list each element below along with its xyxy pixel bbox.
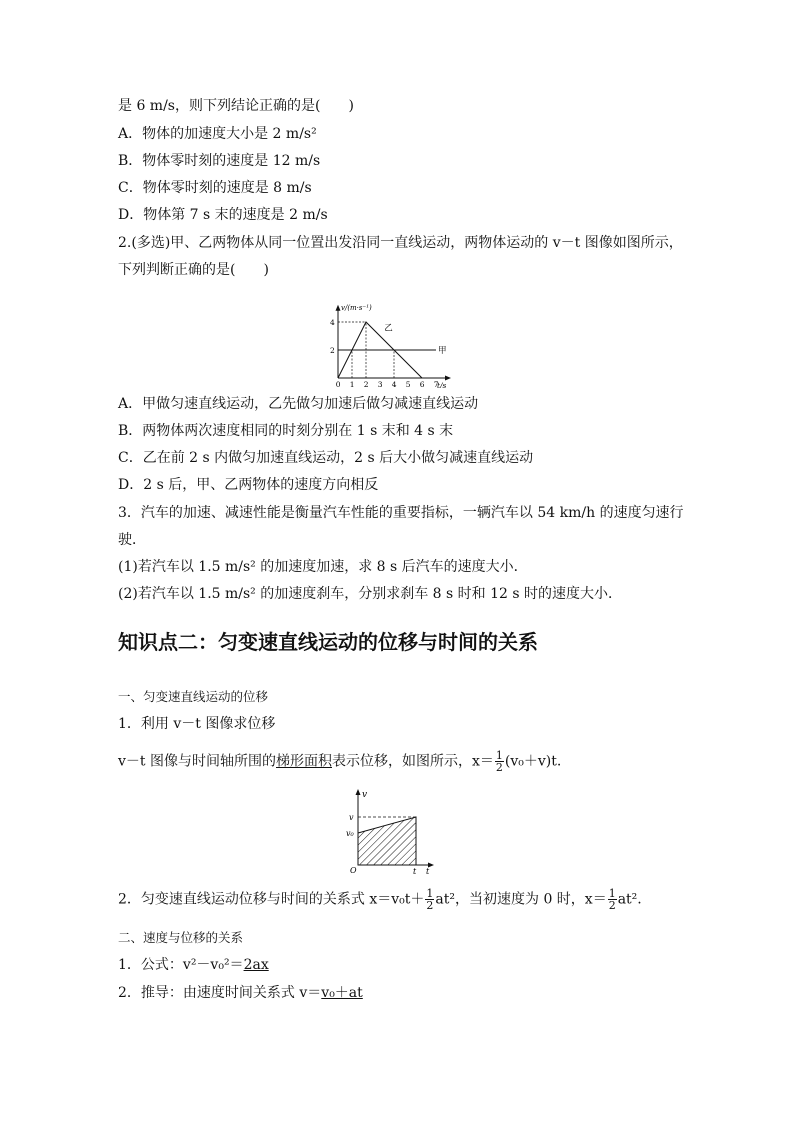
derive-prefix: 2．推导：由速度时间关系式 v＝: [118, 985, 322, 1001]
fig2-v0-label: v₀: [346, 829, 354, 838]
fraction-half: $\frac{1}{2}$: [495, 749, 503, 774]
fig2-t-label: t: [413, 867, 417, 875]
x-tick-label: 5: [405, 380, 411, 388]
item2-body-a: 2．匀变速直线运动位移与时间的关系式 x＝v₀t＋: [118, 891, 425, 908]
q3-line1: 3．汽车的加速、减速性能是衡量汽车性能的重要指标，一辆汽车以 54 km/h 的速度匀速行: [118, 505, 684, 521]
q2-option-b: B．两物体两次速度相同的时刻分别在 1 s 末和 4 s 末: [118, 423, 454, 439]
item1-title: 1．利用 v－t 图像求位移: [118, 716, 276, 732]
series-label-yi: 乙: [384, 323, 393, 334]
formula-answer: 2ax: [243, 957, 269, 973]
section-title: 知识点二：匀变速直线运动的位移与时间的关系: [118, 630, 538, 654]
derive-answer: v₀＋at: [321, 985, 363, 1001]
x-tick-label: 2: [363, 380, 369, 388]
fig2-v-axis-label: v: [362, 790, 368, 800]
x-tick-label: 1: [349, 380, 355, 388]
formula-line: [118, 955, 269, 975]
part2-title: 二、速度与位移的关系: [118, 930, 244, 945]
q1-option-b: B．物体零时刻的速度是 12 m/s: [118, 153, 321, 169]
q1-stem: 是 6 m/s，则下列结论正确的是( ): [118, 98, 354, 114]
fraction-half-3: $\frac{1}{2}$: [608, 887, 616, 912]
x-tick-label: 6: [419, 380, 425, 388]
y-axis-arrow: [336, 305, 341, 311]
fig2-v-label: v: [349, 813, 354, 822]
vt-chart: [328, 283, 468, 388]
item1-body-a: v－t 图像与时间轴所围的: [118, 753, 276, 770]
item1-body-c: (v₀＋v)t.: [504, 753, 562, 770]
q2-option-d: D．2 s 后，甲、乙两物体的速度方向相反: [118, 477, 379, 493]
y-tick-label: 4: [330, 318, 335, 327]
fig2-t-axis-label: t: [426, 867, 430, 875]
x-axis-label: t/s: [437, 381, 447, 388]
series-label-jia: 甲: [438, 346, 447, 356]
q3-sub1: (1)若汽车以 1.5 m/s² 的加速度加速，求 8 s 后汽车的速度大小．: [118, 559, 528, 575]
q2-option-a: A．甲做匀速直线运动，乙先做匀加速后做匀减速直线运动: [118, 396, 479, 412]
trapezoid-area-term: 梯形面积: [276, 753, 332, 770]
q3-sub2: (2)若汽车以 1.5 m/s² 的加速度刹车，分别求刹车 8 s 时和 12 s 时的速度大小．: [118, 586, 623, 602]
y-axis-label: v/(m·s⁻¹): [341, 303, 372, 312]
q2-stem-line1: 2.(多选)甲、乙两物体从同一位置出发沿同一直线运动，两物体运动的 v－t 图像如图所示，: [118, 235, 683, 251]
q2-option-c: C．乙在前 2 s 内做匀加速直线运动，2 s 后大小做匀减速直线运动: [118, 450, 534, 466]
q3-line2: 驶．: [118, 532, 146, 548]
fraction-half-2: $\frac{1}{2}$: [426, 887, 434, 912]
trapezoid-figure: [340, 785, 440, 875]
part1-title: 一、匀变速直线运动的位移: [118, 689, 269, 704]
q2-stem-line2: 下列判断正确的是( ): [118, 262, 269, 278]
x-tick-label: 0: [335, 380, 341, 388]
formula-prefix: 1．公式：v²－v₀²＝: [118, 957, 244, 973]
fig2-origin-label: O: [350, 866, 357, 875]
item2-body: [118, 888, 642, 911]
q1-option-c: C．物体零时刻的速度是 8 m/s: [118, 180, 312, 196]
item1-body-b: 表示位移，如图所示，x＝: [332, 753, 494, 770]
item2-body-b: at²，当初速度为 0 时，x＝: [435, 891, 607, 908]
x-tick-label: 4: [391, 380, 397, 388]
item1-body: [118, 750, 561, 773]
x-tick-label: 3: [377, 380, 383, 388]
x-tick-label: 7: [433, 380, 439, 388]
q1-option-d: D．物体第 7 s 末的速度是 2 m/s: [118, 207, 328, 223]
derive-line: [118, 983, 363, 1003]
y-tick-label: 2: [330, 346, 335, 355]
item2-body-c: at².: [617, 891, 642, 908]
q1-option-a: A．物体的加速度大小是 2 m/s²: [118, 126, 317, 142]
x-axis-arrow: [445, 376, 451, 381]
